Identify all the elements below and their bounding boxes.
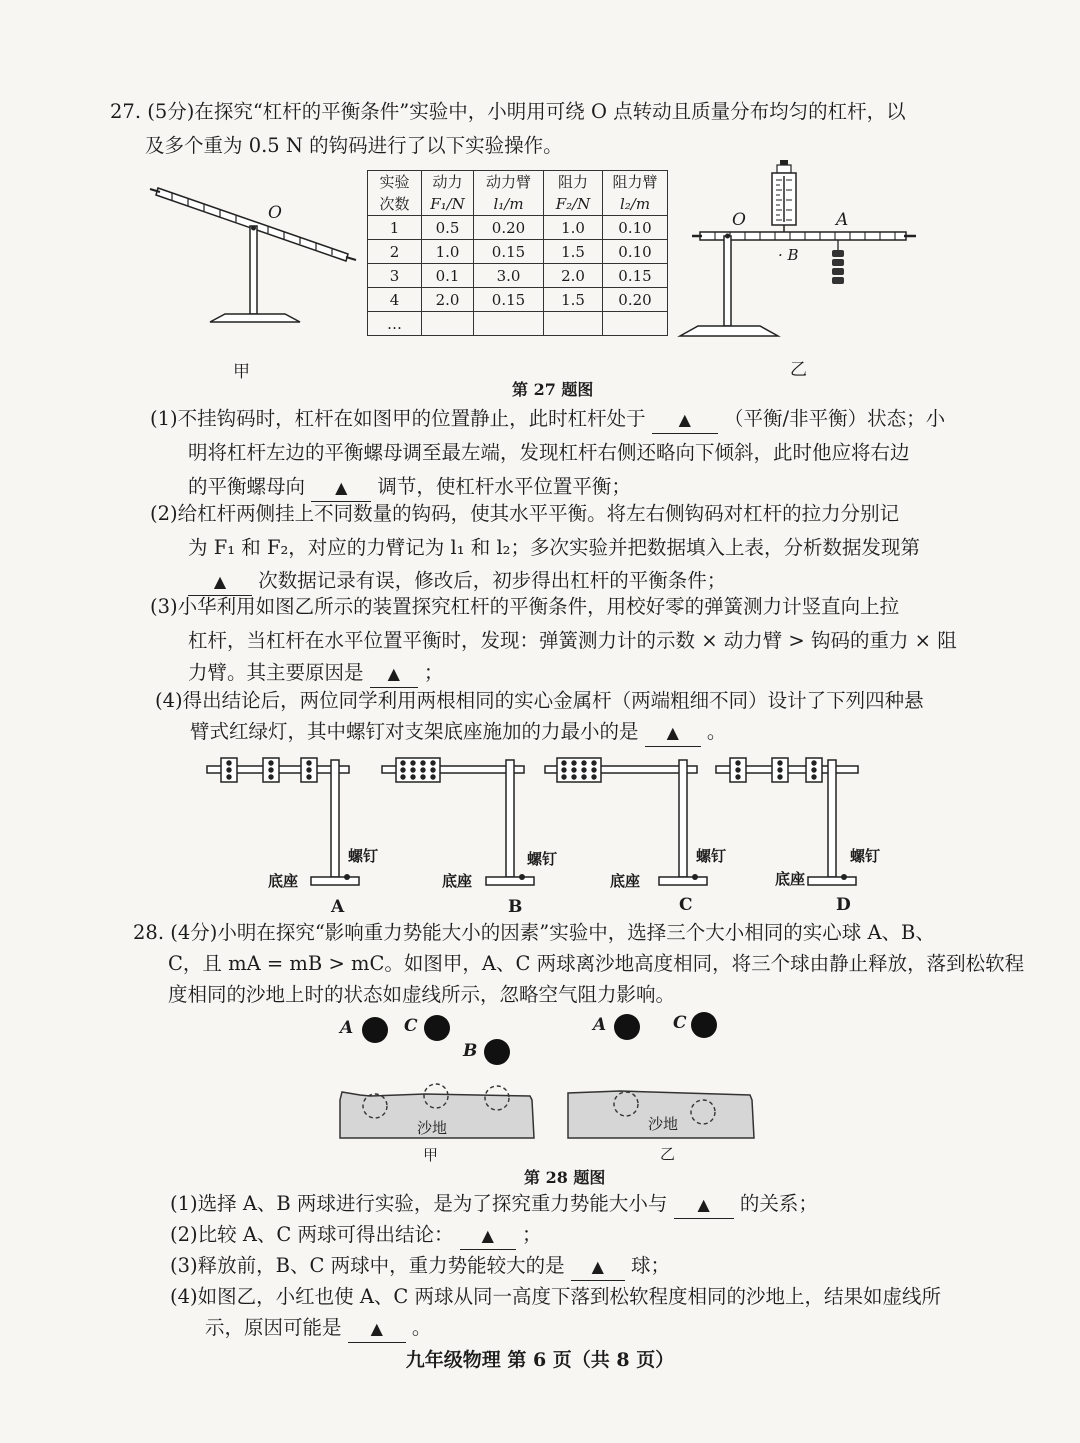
option-label-d[interactable]: D	[836, 895, 851, 915]
q27-intro-line2: 及多个重为 0.5 N 的钩码进行了以下实验操作。	[145, 134, 563, 157]
q27-part4-line1: (4)得出结论后，两位同学利用两根相同的实心金属杆（两端粗细不同）设计了下列四种悬	[155, 689, 924, 712]
option-label-c[interactable]: C	[679, 895, 693, 915]
q27-part3-line1: (3)小华利用如图乙所示的装置探究杠杆的平衡条件，用校好零的弹簧测力计竖直向上拉	[150, 595, 900, 618]
screw-label-c: 螺钉	[696, 847, 727, 865]
fig-label-jia-27: 甲	[233, 362, 250, 382]
table-row: 4 2.0 0.15 1.5 0.20	[368, 288, 668, 312]
q28-intro-line3: 度相同的沙地上时的状态如虚线所示，忽略空气阻力影响。	[168, 983, 676, 1006]
answer-blank[interactable]: ▲	[188, 568, 252, 596]
answer-blank[interactable]: ▲	[348, 1315, 406, 1343]
ball-label-c-yi: C	[673, 1013, 687, 1033]
q27-part4-line2: 臂式红绿灯，其中螺钉对支架底座施加的力最小的是 ▲ 。	[190, 715, 726, 749]
fig-label-yi-27: 乙	[790, 360, 807, 380]
label-pivot-o-jia: O	[268, 203, 282, 223]
option-label-b[interactable]: B	[508, 897, 523, 917]
answer-blank[interactable]: ▲	[645, 719, 701, 747]
answer-blank[interactable]: ▲	[571, 1253, 625, 1281]
base-label-b: 底座	[442, 872, 473, 890]
experiment-data-table	[367, 170, 668, 336]
answer-blank[interactable]: ▲	[460, 1222, 516, 1250]
q28-intro-line1: 28. (4分)小明在探究“影响重力势能大小的因素”实验中，选择三个大小相同的实心球 A、B、	[133, 921, 935, 944]
q27-part3-line3: 力臂。其主要原因是 ▲ ；	[188, 656, 443, 690]
answer-blank[interactable]: ▲	[370, 660, 418, 688]
ball-label-b-jia: B	[463, 1041, 478, 1061]
label-point-a: A	[836, 210, 849, 230]
base-label-c: 底座	[610, 872, 641, 890]
q28-part4-line2: 示，原因可能是 ▲ 。	[205, 1311, 431, 1345]
ball-label-a-yi: A	[593, 1015, 607, 1035]
screw-label-a: 螺钉	[348, 847, 379, 865]
table-row: 3 0.1 3.0 2.0 0.15	[368, 264, 668, 288]
table-header-cell: 阻力 F₂/N	[544, 171, 603, 216]
answer-blank[interactable]: ▲	[674, 1191, 734, 1219]
q28-part1: (1)选择 A、B 两球进行实验，是为了探究重力势能大小与 ▲ 的关系；	[170, 1187, 818, 1221]
screw-label-b: 螺钉	[527, 850, 558, 868]
q27-part1-line3: 的平衡螺母向 ▲ 调节，使杠杆水平位置平衡；	[188, 470, 631, 504]
answer-blank[interactable]: ▲	[652, 406, 718, 434]
option-label-a[interactable]: A	[331, 897, 345, 917]
table-row: 2 1.0 0.15 1.5 0.10	[368, 240, 668, 264]
fig-label-jia-28: 甲	[423, 1146, 439, 1164]
label-pivot-o-yi: O	[732, 210, 746, 230]
screw-label-d: 螺钉	[850, 847, 881, 865]
q28-intro-line2: C，且 mA = mB > mC。如图甲，A、C 两球离沙地高度相同，将三个球由静止释放，落到松软程	[168, 952, 1025, 975]
ball-label-c-jia: C	[404, 1016, 418, 1036]
base-label-d: 底座	[775, 870, 806, 888]
sand-label-jia: 沙地	[417, 1119, 448, 1137]
table-header-cell: 动力 F₁/N	[422, 171, 474, 216]
sand-label-yi: 沙地	[648, 1115, 679, 1133]
q28-part2: (2)比较 A、C 两球可得出结论： ▲ ；	[170, 1218, 541, 1252]
figure-caption-27: 第 27 题图	[512, 380, 594, 399]
lever-figure-jia	[150, 180, 360, 330]
fig-label-yi-28: 乙	[660, 1145, 676, 1163]
table-row: 1 0.5 0.20 1.0 0.10	[368, 216, 668, 240]
q27-part3-line2: 杠杆，当杠杆在水平位置平衡时，发现：弹簧测力计的示数 × 动力臂 > 钩码的重力 × 阻	[188, 629, 957, 652]
q27-intro-line1: 27. (5分)在探究“杠杆的平衡条件”实验中，小明用可绕 O 点转动且质量分布均匀的杠杆，以	[110, 100, 906, 123]
table-row: …	[368, 312, 668, 336]
answer-blank[interactable]: ▲	[311, 474, 371, 502]
q27-part1-line1: (1)不挂钩码时，杠杆在如图甲的位置静止，此时杠杆处于 ▲ （平衡/非平衡）状态；小	[150, 402, 945, 436]
q27-part2-line3: ▲ 次数据记录有误，修改后，初步得出杠杆的平衡条件；	[188, 564, 726, 598]
lever-figure-yi	[680, 158, 920, 343]
q27-part1-line2: 明将杠杆左边的平衡螺母调至最左端，发现杠杆右侧还略向下倾斜，此时他应将右边	[188, 441, 910, 464]
q28-part3: (3)释放前，B、C 两球中，重力势能较大的是 ▲ 球；	[170, 1249, 670, 1283]
base-label-a: 底座	[268, 872, 299, 890]
q27-part2-line1: (2)给杠杆两侧挂上不同数量的钩码，使其水平平衡。将左右侧钩码对杠杆的拉力分别记	[150, 502, 900, 525]
ball-label-a-jia: A	[340, 1018, 354, 1038]
table-header-cell: 阻力臂 l₂/m	[603, 171, 668, 216]
label-point-b: · B	[778, 246, 799, 264]
q28-part4-line1: (4)如图乙，小红也使 A、C 两球从同一高度下落到松软程度相同的沙地上，结果如虚线所	[170, 1285, 942, 1308]
table-header-cell: 动力臂 l₁/m	[474, 171, 544, 216]
q27-part2-line2: 为 F₁ 和 F₂，对应的力臂记为 l₁ 和 l₂；多次实验并把数据填入上表，分析数据发现第	[188, 536, 920, 559]
page-footer: 九年级物理 第 6 页（共 8 页）	[405, 1349, 675, 1371]
table-header-cell: 实验 次数	[368, 171, 422, 216]
figure-caption-28: 第 28 题图	[524, 1168, 606, 1187]
